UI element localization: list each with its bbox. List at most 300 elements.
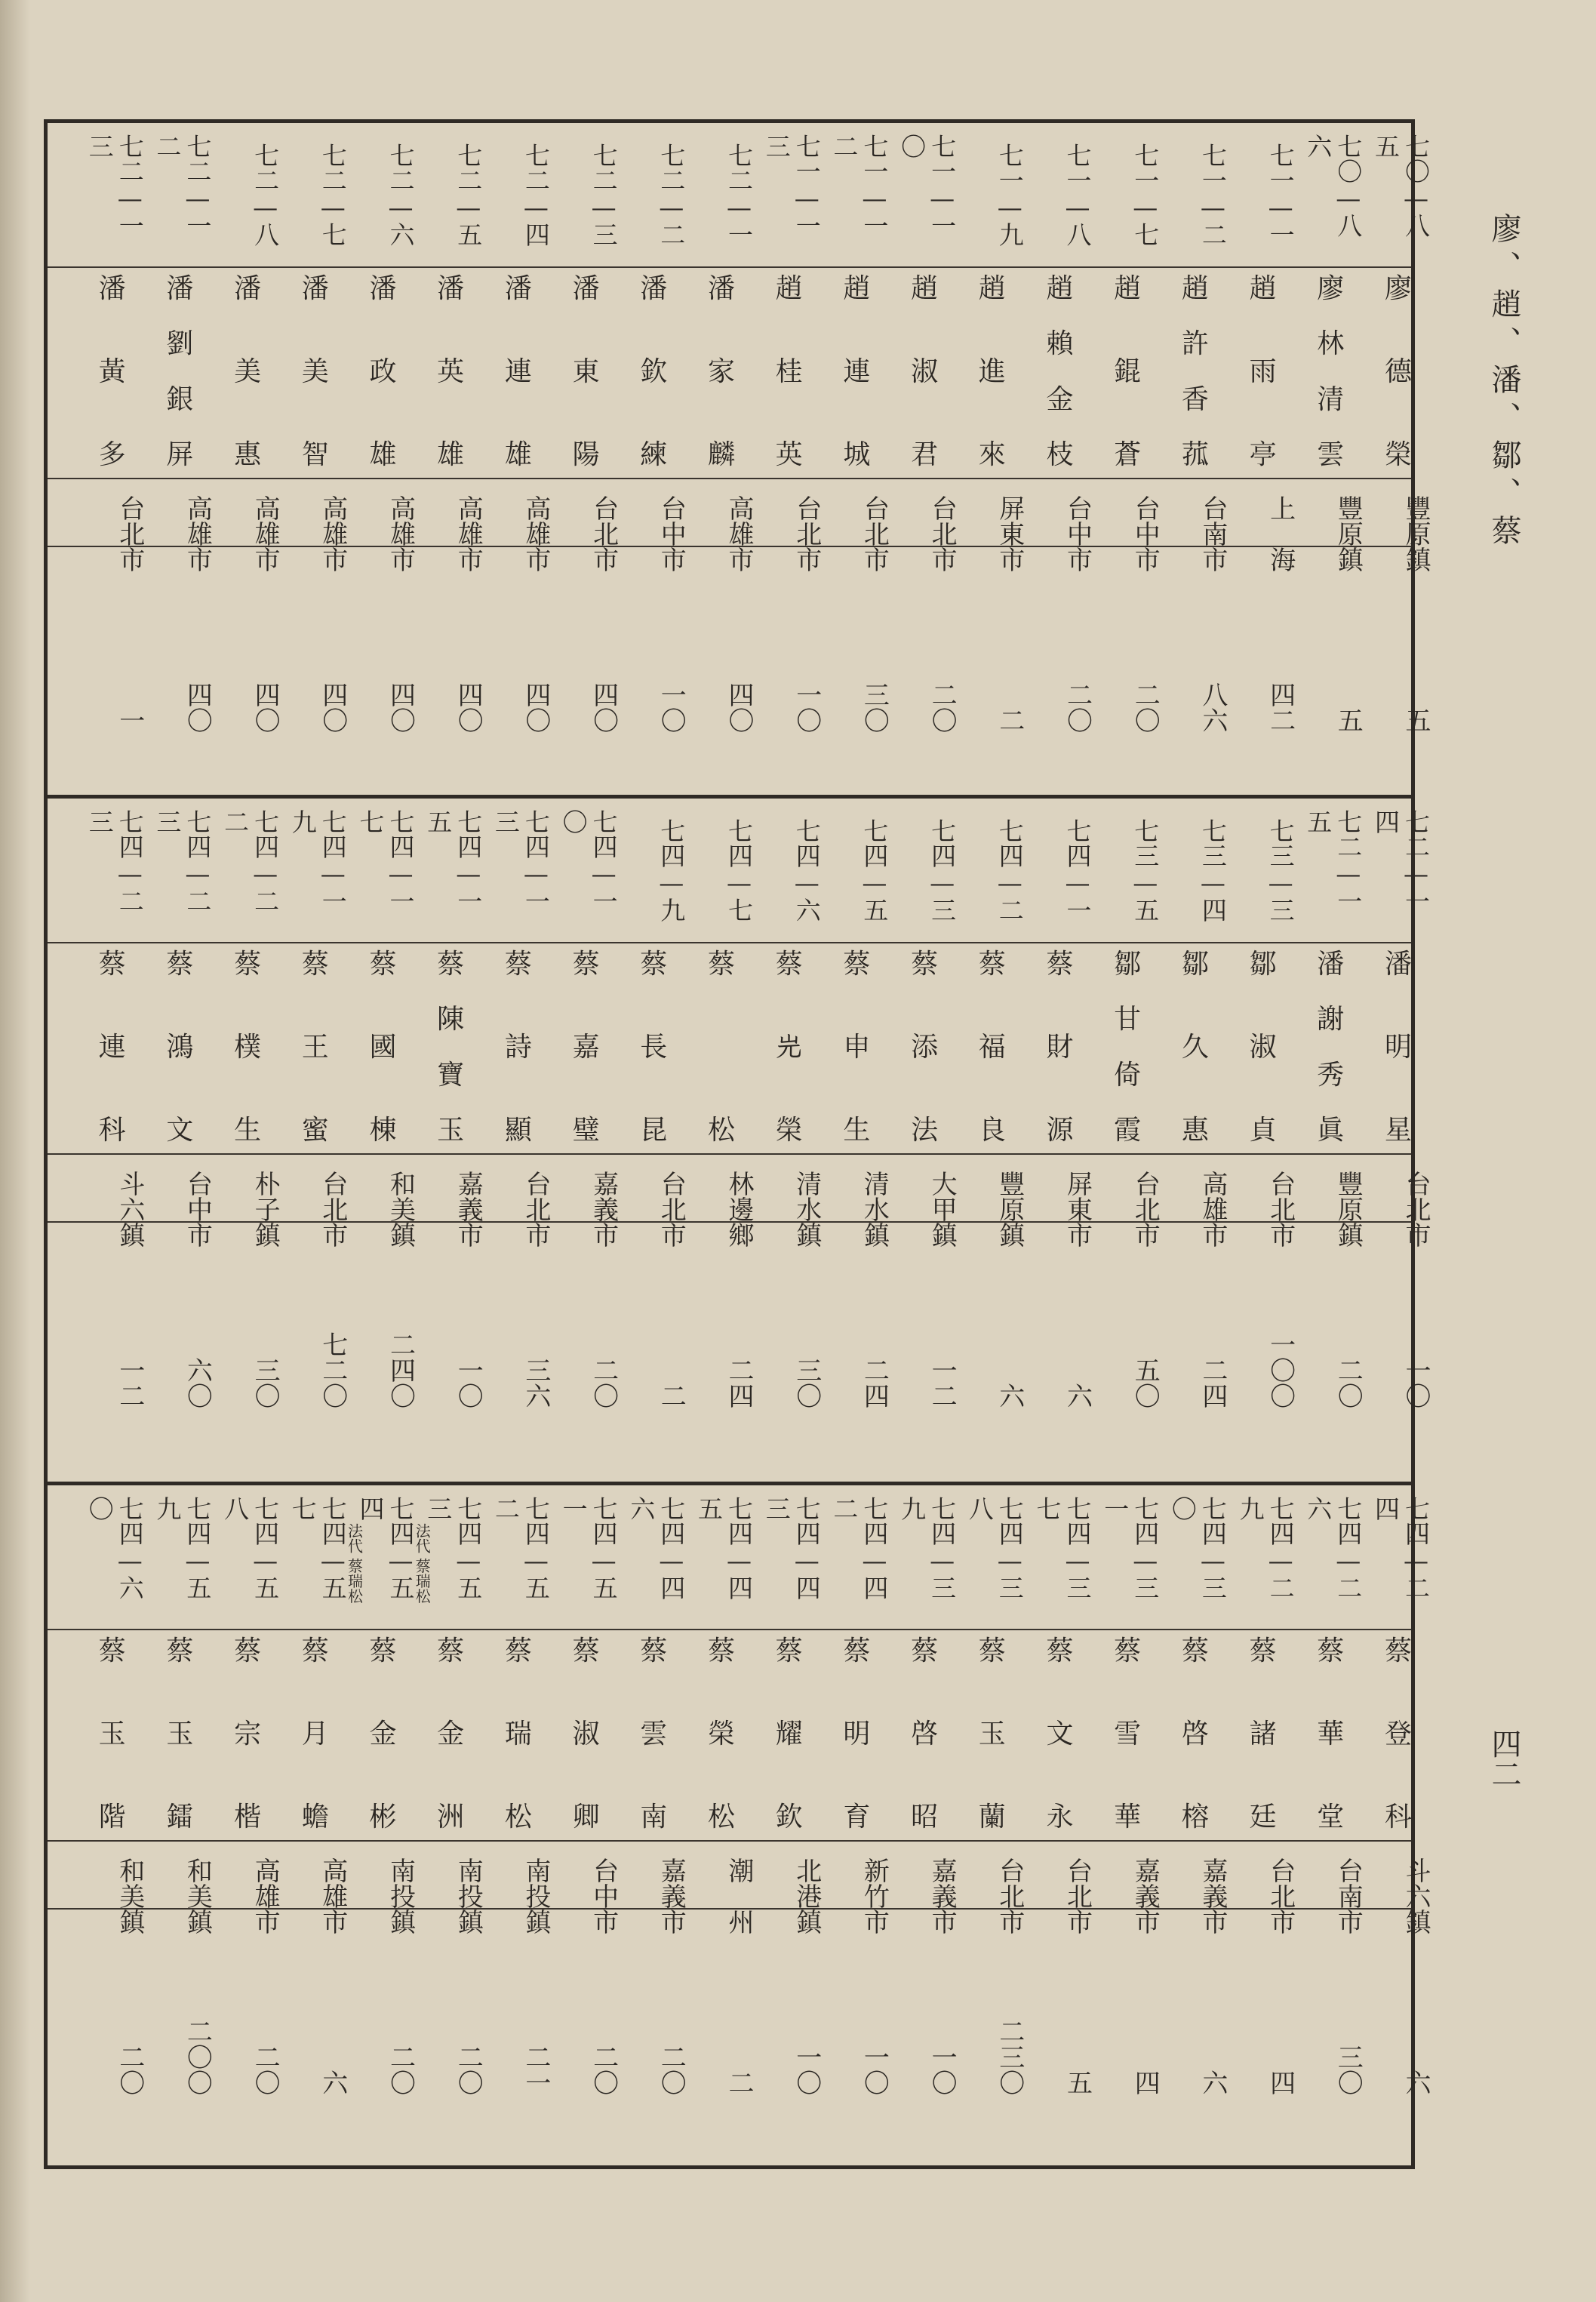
donation-amount: 六	[1401, 2070, 1431, 2095]
donor-place: 嘉義市	[1130, 1857, 1161, 1934]
donor-name: 趙 許 香 菰	[1181, 273, 1209, 470]
donation-amount: 四〇	[317, 682, 348, 733]
entry-number: 七四—六〇	[85, 1496, 145, 1600]
table-row	[892, 1485, 957, 2169]
donation-amount: 二〇	[1062, 682, 1093, 733]
donation-amount: 二〇〇	[182, 2018, 213, 2095]
donor-place: 高雄市	[250, 495, 281, 572]
entry-number: 七二—七	[318, 143, 348, 247]
table-section-3	[48, 1485, 1431, 2169]
donor-name: 蔡 雲 南	[640, 1636, 668, 1833]
donor-place: 高雄市	[317, 1857, 348, 1934]
donor-name: 蔡 陳 寶 玉	[437, 949, 465, 1146]
donor-name: 蔡 雪 華	[1114, 1636, 1142, 1833]
donor-place: 嘉義市	[588, 1171, 619, 1248]
table-row	[689, 1485, 754, 2169]
donor-name: 蔡 添 法	[911, 949, 939, 1146]
table-row	[147, 1485, 212, 2169]
table-row	[1298, 799, 1363, 1482]
table-row	[486, 1485, 551, 2169]
page-number: 四二	[1487, 1728, 1521, 1789]
donor-place: 台中市	[1062, 495, 1093, 572]
donor-place: 和美鎮	[182, 1857, 213, 1934]
donor-name: 蔡 財 源	[1046, 949, 1074, 1146]
entry-number: 七二—六	[386, 143, 416, 247]
donor-place: 嘉義市	[927, 1857, 958, 1934]
donation-amount: 四〇	[182, 682, 213, 733]
donor-name: 潘 東 陽	[572, 273, 600, 470]
donor-name: 蔡 金 洲	[437, 1636, 465, 1833]
donation-amount: 四二	[1265, 682, 1296, 733]
table-row	[215, 123, 280, 795]
table-row	[757, 123, 822, 795]
donor-name: 潘 欽 練	[640, 273, 668, 470]
entry-number: 七四—一三	[490, 809, 551, 913]
table-row	[486, 123, 551, 795]
donor-name: 蔡 鴻 文	[166, 949, 194, 1146]
table-row	[1095, 123, 1160, 795]
donation-amount: 四	[1265, 2070, 1296, 2095]
donor-place: 斗六鎮	[1401, 1857, 1431, 1934]
entry-number: 七二—八	[251, 143, 281, 247]
donation-amount: 五〇	[1130, 1357, 1161, 1408]
donor-place: 高雄市	[385, 495, 416, 572]
table-row	[418, 799, 483, 1482]
table-row	[824, 799, 889, 1482]
donation-amount: 三〇	[859, 682, 890, 733]
table-row	[621, 1485, 686, 2169]
donor-place: 斗六鎮	[114, 1171, 145, 1248]
donor-place: 台中市	[588, 1857, 619, 1934]
donor-place: 屏東市	[994, 495, 1025, 572]
donor-name: 蔡 福 良	[978, 949, 1006, 1146]
donor-name: 蔡 諸 廷	[1249, 1636, 1277, 1833]
donor-name: 潘 美 惠	[234, 273, 262, 470]
table-row	[1028, 1485, 1093, 2169]
donor-name: 鄒 淑 貞	[1249, 949, 1277, 1146]
donor-name: 蔡 申 生	[843, 949, 871, 1146]
table-section-1	[48, 123, 1431, 795]
legal-representative-note: 法代 蔡瑞松	[413, 1523, 432, 1604]
donor-place: 林邊鄉	[724, 1171, 754, 1248]
donor-place: 台南市	[1197, 495, 1228, 572]
donor-name: 趙 連 城	[843, 273, 871, 470]
donation-amount: 一〇	[927, 2044, 958, 2095]
donor-name: 潘 明 星	[1384, 949, 1412, 1146]
donation-amount: 二	[656, 1383, 687, 1408]
donor-name: 蔡 玉 階	[98, 1636, 126, 1833]
donor-place: 台北市	[927, 495, 958, 572]
donation-amount: 六	[317, 2070, 348, 2095]
table-row	[824, 1485, 889, 2169]
donor-place: 和美鎮	[114, 1857, 145, 1934]
donation-amount: 一〇〇	[1265, 1331, 1296, 1408]
donor-name: 蔡 榮 松	[707, 1636, 735, 1833]
donation-amount: 二〇	[250, 2044, 281, 2095]
donation-amount: 二	[994, 707, 1025, 733]
donor-place: 台北市	[791, 495, 822, 572]
donor-place: 和美鎮	[385, 1171, 416, 1248]
donor-place: 嘉義市	[453, 1171, 484, 1248]
donor-name: 蔡 王 蜜	[301, 949, 329, 1146]
donation-amount: 二	[724, 2070, 754, 2095]
donor-name: 蔡 國 棟	[369, 949, 397, 1146]
donation-amount: 六	[1197, 2070, 1228, 2095]
donor-place: 台北市	[1265, 1171, 1296, 1248]
entry-number: 七二—一五	[1303, 809, 1364, 913]
entry-number: 七四—五三	[423, 1496, 484, 1600]
donor-place: 豐原鎮	[1401, 495, 1431, 572]
donor-place: 南投鎮	[520, 1857, 551, 1934]
entry-number: 七四—五七	[288, 1496, 348, 1600]
table-row	[757, 1485, 822, 2169]
entry-number: 七四—一〇	[558, 809, 619, 913]
donation-amount: 一〇	[656, 682, 687, 733]
table-row	[1095, 1485, 1160, 2169]
donation-amount: 一〇	[791, 682, 822, 733]
entry-number: 七一—九	[995, 143, 1025, 247]
donor-name: 蔡 耀 欽	[775, 1636, 803, 1833]
table-row	[283, 1485, 348, 2169]
donor-name: 鄒 久 惠	[1181, 949, 1209, 1146]
table-row	[960, 1485, 1025, 2169]
donation-amount: 一〇	[453, 1357, 484, 1408]
donor-place: 台北市	[1130, 1171, 1161, 1248]
donor-name: 潘 謝 秀 眞	[1317, 949, 1345, 1146]
page-edge-shadow	[0, 0, 30, 2302]
donor-name: 蔡 嘉 璧	[572, 949, 600, 1146]
donation-amount: 六	[1062, 1383, 1093, 1408]
donor-name: 蔡 華 堂	[1317, 1636, 1345, 1833]
donor-name: 蔡 啓 榕	[1181, 1636, 1209, 1833]
entry-number: 七四—五	[860, 818, 890, 922]
donor-place: 高雄市	[453, 495, 484, 572]
table-row	[1366, 799, 1431, 1482]
entry-number: 七一—一〇	[897, 134, 958, 238]
donor-name: 趙 錕 蒼	[1114, 273, 1142, 470]
donor-place: 南投鎮	[453, 1857, 484, 1934]
entry-number: 七四—二四	[1371, 1496, 1431, 1600]
donation-amount: 一〇	[1401, 1357, 1431, 1408]
donation-amount: 四〇	[250, 682, 281, 733]
donation-amount: 三〇	[250, 1357, 281, 1408]
entry-number: 七四—二三	[152, 809, 213, 913]
donor-name: 蔡 𡵉 榮	[775, 949, 803, 1146]
donor-place: 潮 州	[724, 1857, 754, 1934]
entry-number: 七四—九	[657, 818, 687, 922]
donation-amount: 五	[1333, 707, 1364, 733]
entry-number: 七四—二六	[1303, 1496, 1364, 1600]
donor-name: 潘 政 雄	[369, 273, 397, 470]
donor-place: 朴子鎮	[250, 1171, 281, 1248]
entry-number: 七四—二三	[85, 809, 145, 913]
table-row	[80, 799, 145, 1482]
donation-amount: 四〇	[385, 682, 416, 733]
donor-name: 蔡 瑞 松	[504, 1636, 532, 1833]
table-frame	[44, 119, 1431, 2169]
entry-number: 七四—五九	[152, 1496, 213, 1600]
donor-name: 潘 黃 多	[98, 273, 126, 470]
entry-number: 七四—三七	[1032, 1496, 1093, 1600]
donor-place: 北港鎮	[791, 1857, 822, 1934]
donation-amount: 三六	[520, 1357, 551, 1408]
donation-amount: 二〇	[927, 682, 958, 733]
entry-number: 七四—三九	[897, 1496, 958, 1600]
donor-name: 趙 進 來	[978, 273, 1006, 470]
entry-number: 七四—七	[724, 818, 754, 922]
entry-number: 七一—一	[1265, 143, 1296, 247]
donation-amount: 六	[994, 1383, 1025, 1408]
entry-number: 七四—一九	[288, 809, 348, 913]
table-section-2	[48, 799, 1431, 1482]
entry-number: 七一—二	[1198, 143, 1228, 247]
donor-place: 上 海	[1265, 495, 1296, 572]
donor-name: 趙 賴 金 枝	[1046, 273, 1074, 470]
donor-name: 趙 淑 君	[911, 273, 939, 470]
donation-amount: 二〇	[656, 2044, 687, 2095]
entry-number: 七四—二	[995, 818, 1025, 922]
donor-place: 嘉義市	[1197, 1857, 1228, 1934]
entry-number: 七二—四	[521, 143, 551, 247]
donor-place: 台中市	[182, 1171, 213, 1248]
donor-place: 豐原鎮	[1333, 1171, 1364, 1248]
table-row	[689, 799, 754, 1482]
donor-name: 蔡 宗 楷	[234, 1636, 262, 1833]
donor-place: 豐原鎮	[994, 1171, 1025, 1248]
table-row	[1163, 799, 1228, 1482]
donor-place: 台北市	[656, 1171, 687, 1248]
donor-name: 潘 連 雄	[504, 273, 532, 470]
donation-amount: 五	[1401, 707, 1431, 733]
donation-amount: 三〇	[791, 1357, 822, 1408]
donation-amount: 四〇	[520, 682, 551, 733]
donor-name: 蔡 長 昆	[640, 949, 668, 1146]
entry-number: 七四—三	[927, 818, 958, 922]
entry-number: 七四—二二	[220, 809, 281, 913]
donor-name: 蔡 玉 鐳	[166, 1636, 194, 1833]
table-row	[1366, 1485, 1431, 2169]
donor-place: 台北市	[1062, 1857, 1093, 1934]
entry-number: 七一—七	[1130, 143, 1161, 247]
table-row	[1231, 1485, 1296, 2169]
table-row	[554, 799, 619, 1482]
table-row	[1366, 123, 1431, 795]
table-row	[824, 123, 889, 795]
running-header-title: 廖、趙、潘、鄒、蔡	[1487, 213, 1521, 552]
donor-name: 蔡 文 永	[1046, 1636, 1074, 1833]
entry-number: 七四—五一	[558, 1496, 619, 1600]
donor-place: 高雄市	[1197, 1171, 1228, 1248]
table-row	[1095, 799, 1160, 1482]
entry-number: 七一—八	[1062, 143, 1093, 247]
table-row	[1298, 1485, 1363, 2169]
donation-amount: 四	[1130, 2070, 1161, 2095]
donor-place: 嘉義市	[656, 1857, 687, 1934]
donation-amount: 二〇	[1333, 1357, 1364, 1408]
table-row	[283, 123, 348, 795]
donor-place: 清水鎮	[859, 1171, 890, 1248]
donor-name: 蔡 松	[707, 949, 735, 1146]
table-row	[418, 123, 483, 795]
entry-number: 七二—一四	[1371, 809, 1431, 913]
donation-amount: 二四〇	[385, 1331, 416, 1408]
entry-number: 七四—三一	[1100, 1496, 1161, 1600]
donor-name: 蔡 啓 昭	[911, 1636, 939, 1833]
donor-name: 蔡 月 蟾	[301, 1636, 329, 1833]
table-row	[345, 1485, 416, 2169]
table-row	[80, 1485, 145, 2169]
donation-amount: 二四	[1197, 1357, 1228, 1408]
entry-number: 七〇—八五	[1371, 134, 1431, 238]
entry-number: 七四—一	[1062, 818, 1093, 922]
donor-name: 蔡 詩 顯	[504, 949, 532, 1146]
entry-number: 七三—三	[1265, 818, 1296, 922]
table-row	[892, 799, 957, 1482]
donor-place: 台北市	[994, 1857, 1025, 1934]
table-row	[1163, 123, 1228, 795]
donor-place: 台北市	[317, 1171, 348, 1248]
entry-number: 七二—二	[657, 143, 687, 247]
donor-place: 台北市	[114, 495, 145, 572]
table-row	[1028, 123, 1093, 795]
entry-number: 七四—一五	[423, 809, 484, 913]
donation-amount: 四〇	[724, 682, 754, 733]
donation-amount: 一二	[927, 1357, 958, 1408]
entry-number: 七四—四二	[829, 1496, 890, 1600]
entry-number: 七四—四五	[694, 1496, 754, 1600]
donor-place: 台北市	[588, 495, 619, 572]
table-row	[1028, 799, 1093, 1482]
donor-name: 潘 家 麟	[707, 273, 735, 470]
table-row	[80, 123, 145, 795]
table-row	[351, 799, 416, 1482]
donor-place: 高雄市	[182, 495, 213, 572]
donor-name: 趙 桂 英	[775, 273, 803, 470]
table-row	[351, 123, 416, 795]
table-row	[554, 123, 619, 795]
table-row	[215, 1485, 280, 2169]
donor-place: 台南市	[1333, 1857, 1364, 1934]
donation-amount: 三〇	[1333, 2044, 1364, 2095]
donor-place: 台北市	[859, 495, 890, 572]
donor-name: 蔡 連 科	[98, 949, 126, 1146]
donor-place: 高雄市	[724, 495, 754, 572]
table-row	[413, 1485, 484, 2169]
donor-place: 清水鎮	[791, 1171, 822, 1248]
donor-name: 蔡 登 科	[1384, 1636, 1412, 1833]
entry-number: 七三—五	[1130, 818, 1161, 922]
table-row	[1298, 123, 1363, 795]
donation-amount: 二〇	[385, 2044, 416, 2095]
donation-amount: 一	[114, 707, 145, 733]
donor-name: 蔡 淑 卿	[572, 1636, 600, 1833]
donor-place: 高雄市	[250, 1857, 281, 1934]
donation-amount: 六〇	[182, 1357, 213, 1408]
donation-amount: 二四	[859, 1357, 890, 1408]
entry-number: 七四—四三	[761, 1496, 822, 1600]
entry-number: 七〇—八六	[1303, 134, 1364, 238]
entry-number: 七四—一七	[355, 809, 416, 913]
table-row	[689, 123, 754, 795]
donor-name: 潘 劉 銀 屏	[166, 273, 194, 470]
donor-place: 台北市	[1265, 1857, 1296, 1934]
donation-amount: 四〇	[588, 682, 619, 733]
entry-number: 七二—一	[724, 143, 754, 247]
donation-amount: 一〇	[791, 2044, 822, 2095]
table-row	[892, 123, 957, 795]
donor-place: 屏東市	[1062, 1171, 1093, 1248]
donor-name: 趙 雨 亭	[1249, 273, 1277, 470]
donor-name: 潘 英 雄	[437, 273, 465, 470]
table-row	[283, 799, 348, 1482]
entry-number: 七一—一三	[761, 134, 822, 238]
entry-number: 七四—三〇	[1167, 1496, 1228, 1600]
donor-place: 高雄市	[520, 495, 551, 572]
donation-amount: 八六	[1197, 682, 1228, 733]
entry-number: 七四—二九	[1235, 1496, 1296, 1600]
donation-amount: 二〇	[588, 2044, 619, 2095]
donor-name: 廖 林 清 雲	[1317, 273, 1345, 470]
entry-number: 七四—六	[792, 818, 822, 922]
donor-place: 大甲鎮	[927, 1171, 958, 1248]
entry-number: 七二—一三	[85, 134, 145, 238]
table-row	[1231, 123, 1296, 795]
donor-name: 鄒 甘 倚 霞	[1114, 949, 1142, 1146]
donor-name: 蔡 玉 蘭	[978, 1636, 1006, 1833]
donor-name: 潘 美 智	[301, 273, 329, 470]
entry-number: 七一—一二	[829, 134, 890, 238]
donation-amount: 一二	[114, 1357, 145, 1408]
table-row	[215, 799, 280, 1482]
donation-amount: 二一	[520, 2044, 551, 2095]
donation-amount: 二三〇	[994, 2018, 1025, 2095]
table-row	[757, 799, 822, 1482]
donation-amount: 二〇	[588, 1357, 619, 1408]
donation-amount: 二四	[724, 1357, 754, 1408]
donor-place: 新竹市	[859, 1857, 890, 1934]
donor-name: 蔡 金 彬	[369, 1636, 397, 1833]
table-row	[486, 799, 551, 1482]
donor-name: 蔡 樸 生	[234, 949, 262, 1146]
table-row	[621, 799, 686, 1482]
donation-amount: 二〇	[1130, 682, 1161, 733]
legal-representative-note: 法代 蔡瑞松	[345, 1523, 364, 1604]
donor-name: 蔡 明 育	[843, 1636, 871, 1833]
donation-amount: 二〇	[453, 2044, 484, 2095]
entry-number: 七四—三八	[964, 1496, 1025, 1600]
donor-place: 豐原鎮	[1333, 495, 1364, 572]
entry-number: 七四—四六	[626, 1496, 687, 1600]
table-row	[960, 799, 1025, 1482]
donation-amount: 七二〇	[317, 1331, 348, 1408]
donation-amount: 一〇	[859, 2044, 890, 2095]
entry-number: 七四—五八	[220, 1496, 281, 1600]
donor-place: 南投鎮	[385, 1857, 416, 1934]
table-row	[554, 1485, 619, 2169]
table-row	[1163, 1485, 1228, 2169]
table-row	[960, 123, 1025, 795]
entry-number: 七二—一二	[152, 134, 213, 238]
donor-place: 高雄市	[317, 495, 348, 572]
table-row	[1231, 799, 1296, 1482]
entry-number: 七四—五四	[355, 1496, 416, 1600]
table-row	[147, 799, 212, 1482]
entry-number: 七三—四	[1198, 818, 1228, 922]
entry-number: 七二—三	[589, 143, 619, 247]
entry-number: 七四—五二	[490, 1496, 551, 1600]
donation-amount: 四〇	[453, 682, 484, 733]
donor-place: 台北市	[1401, 1171, 1431, 1248]
